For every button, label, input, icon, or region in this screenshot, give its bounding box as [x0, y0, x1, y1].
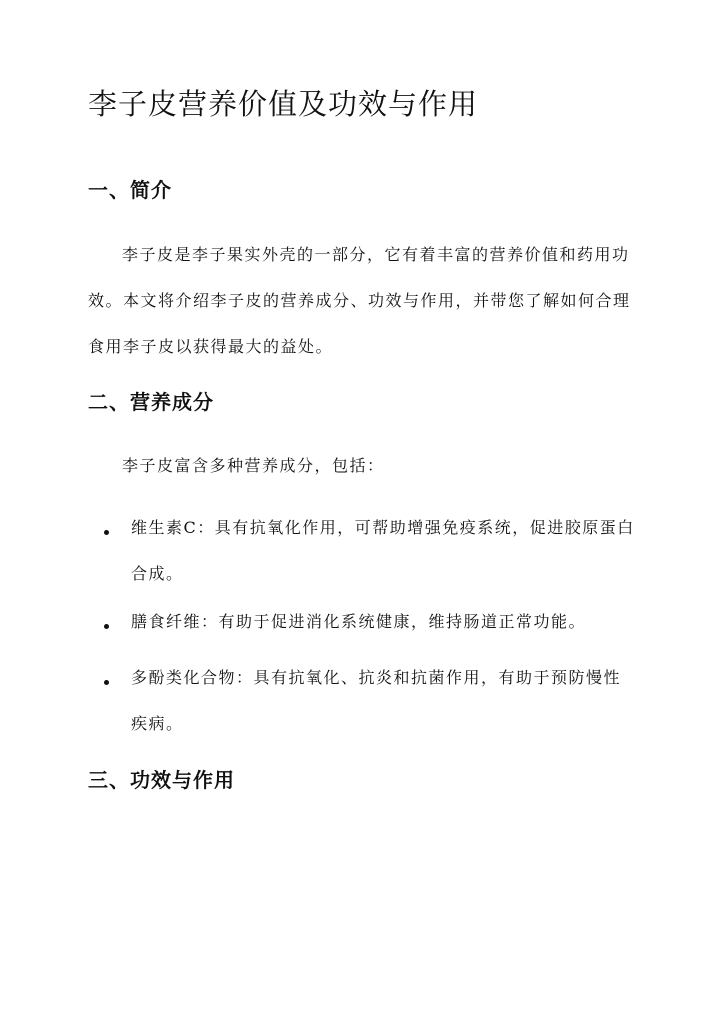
- section-heading-nutrition: 二、营养成分: [88, 390, 214, 414]
- list-item-text: 膳食纤维：有助于促进消化系统健康，维持肠道正常功能。: [131, 612, 587, 631]
- bullet-icon: [104, 624, 109, 629]
- section-intro-paragraph: 李子皮是李子果实外壳的一部分，它有着丰富的营养价值和药用功效。本文将介绍李子皮的营养成分、功效与作用，并带您了解如何合理食用李子皮以获得最大的益处。: [88, 245, 631, 356]
- bullet-icon: [104, 530, 109, 535]
- nutrition-intro-text: 李子皮富含多种营养成分，包括：: [122, 456, 385, 475]
- list-item-text: 维生素C：具有抗氧化作用，可帮助增强免疫系统，促进胶原蛋白合成。: [131, 518, 635, 583]
- document-title: 李子皮营养价值及功效与作用: [88, 87, 479, 121]
- section-heading-intro: 一、简介: [88, 178, 172, 202]
- bullet-icon: [104, 680, 109, 685]
- section-heading-effects: 三、功效与作用: [88, 768, 235, 792]
- list-item-text: 多酚类化合物：具有抗氧化、抗炎和抗菌作用，有助于预防慢性疾病。: [131, 668, 622, 733]
